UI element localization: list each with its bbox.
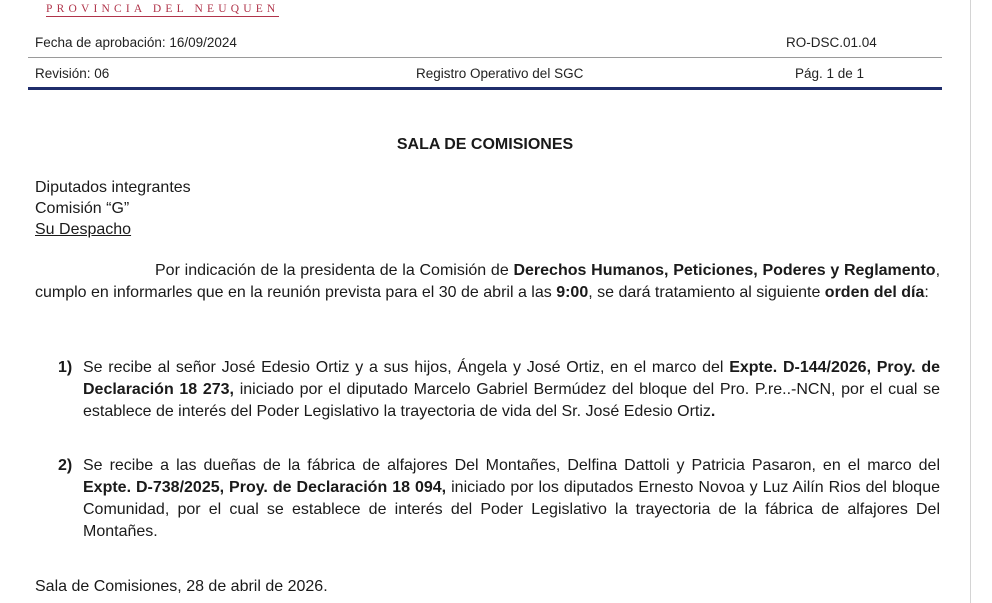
closing-line: Sala de Comisiones, 28 de abril de 2026. xyxy=(35,578,328,595)
header-rule xyxy=(28,87,942,90)
revision: Revisión: 06 xyxy=(35,66,110,81)
province-logo-text: PROVINCIA DEL NEUQUEN xyxy=(46,3,280,15)
addressee-line-3: Su Despacho xyxy=(35,221,132,238)
approval-date: Fecha de aprobación: 16/09/2024 xyxy=(35,35,237,50)
intro-paragraph: Por indicación de la presidenta de la Comisión de Derechos Humanos, Peticiones, Poderes y Reglamento, cumplo en informarles que en la reunión prevista para el 30 de abril a las 9:00, se dará tratamiento al siguiente orden del día: xyxy=(35,262,941,301)
document-title: SALA DE COMISIONES xyxy=(396,136,574,153)
agenda-item xyxy=(58,357,940,423)
registry-name: Registro Operativo del SGC xyxy=(416,66,584,81)
page-number: Pág. 1 de 1 xyxy=(795,66,865,81)
header-divider xyxy=(28,57,942,58)
agenda-item-text: Se recibe al señor José Edesio Ortiz y a sus hijos, Ángela y José Ortiz, en el marco del Expte. D-144/2026, Proy. de Declaración 18 273, iniciado por el diputado Marcelo Gabriel Bermúdez del bloque del Pro. P.re..-NCN, por el cual se establece de interés del Poder Legislativo la trayectoria de vida del Sr. José Edesio Ortiz. xyxy=(83,359,940,420)
agenda-item-number: 1) xyxy=(58,359,73,376)
agenda-item xyxy=(58,455,940,543)
agenda-item-text: Se recibe a las dueñas de la fábrica de alfajores Del Montañes, Delfina Dattoli y Patricia Pasaron, en el marco del Expte. D-738/2025, Proy. de Declaración 18 094, iniciado por los diputados Ernesto Novoa y Luz Ailín Rios del bloque Comunidad, por el cual se establece de interés del Poder Legislativo la trayectoria de la fábrica de alfajores Del Montañes. xyxy=(83,457,941,540)
document-code: RO-DSC.01.04 xyxy=(786,35,877,50)
addressee-line-2: Comisión “G” xyxy=(35,200,130,217)
addressee-line-1: Diputados integrantes xyxy=(35,179,191,196)
agenda-item-number: 2) xyxy=(58,457,73,474)
